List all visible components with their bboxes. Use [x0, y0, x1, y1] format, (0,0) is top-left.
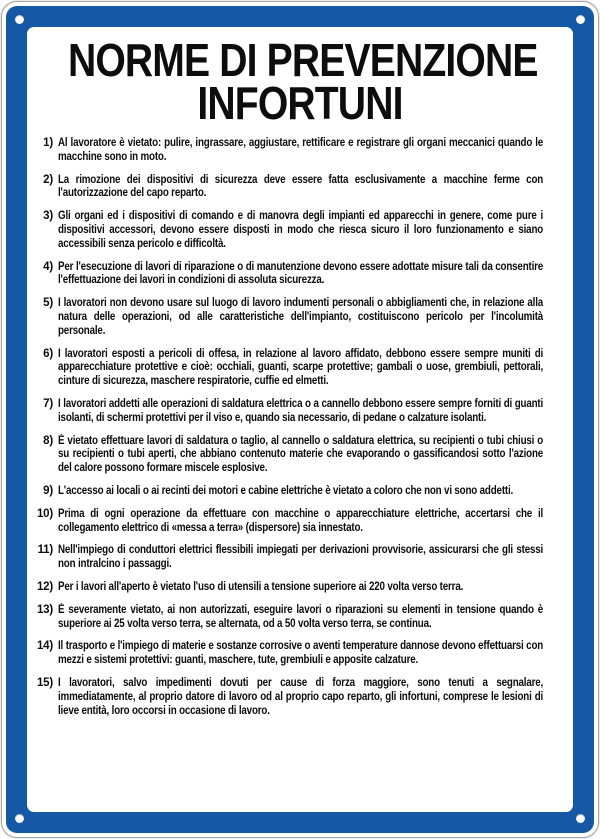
- mounting-hole-bottom-left: [15, 814, 24, 823]
- rule-text: L'accesso ai locali o ai recinti dei motori e cabine elettriche è vietato a coloro che non vi sono addetti.: [58, 484, 514, 497]
- safety-sign-plate: [1, 1, 599, 838]
- rule-item-3: [36, 210, 543, 251]
- rules-list: [36, 137, 543, 727]
- sign-content-area: [27, 27, 573, 812]
- rule-number: 11): [37, 544, 53, 557]
- rule-text: I lavoratori addetti alle operazioni di saldatura elettrica o a cannello debbono essere sempre forniti di guanti isolanti, di schermi protettivi per il viso e, quando sia necessario, di pedane o calzature isolanti.: [58, 397, 544, 424]
- rule-text: Prima di ogni operazione da effettuare con macchine o apparecchiature elettriche, accertarsi che il collegamento elettrico di «messa a terra» (dispersore) sia innestato.: [58, 507, 544, 534]
- rule-number: 8): [43, 434, 53, 447]
- rule-number: 10): [36, 507, 53, 520]
- rule-item-6: [36, 348, 543, 389]
- rule-text: I lavoratori non devono usare sul luogo di lavoro indumenti personali o abbigliamenti che, in relazione alla natura delle operazioni, od alle caratteristiche dell'impianto, costituiscono pericolo per l'incolumità personale.: [58, 297, 544, 337]
- rule-number: 6): [43, 347, 53, 360]
- rule-number: 4): [43, 260, 53, 273]
- sign-title-line-2: INFORTUNI: [197, 77, 403, 129]
- rule-item-4: [36, 261, 543, 289]
- rule-item-11: [36, 544, 543, 572]
- rule-item-12: [36, 581, 543, 595]
- rule-text: I lavoratori esposti a pericoli di offesa, in relazione al lavoro affidato, debbono essere sempre muniti di apparecchiature protettive e cioè: occhiali, guanti, scarpe protettive; gambali o uose, grembiuli, pettorali, cinture di sicurezza, maschere respiratorie, cuffie ed elmetti.: [58, 347, 544, 388]
- mounting-hole-top-right: [576, 15, 585, 24]
- rule-item-8: [36, 435, 543, 476]
- mounting-hole-top-left: [15, 15, 24, 24]
- rule-number: 13): [36, 603, 53, 616]
- rule-number: 9): [43, 484, 53, 497]
- rule-number: 15): [36, 676, 53, 689]
- rule-text: Per l'esecuzione di lavori di riparazione o di manutenzione devono essere adottate misure tali da consentire l'effettuazione dei lavori in condizioni di assoluta sicurezza.: [58, 260, 544, 287]
- rule-text: La rimozione dei dispositivi di sicurezza deve essere fatta esclusivamente a macchine ferme con l'autorizzazione del capo reparto.: [58, 173, 544, 200]
- rule-item-15: [36, 677, 543, 718]
- rule-text: I lavoratori, salvo impedimenti dovuti per cause di forza maggiore, sono tenuti a segnalare, immediatamente, al proprio datore di lavoro od al proprio capo reparto, gli infortuni, comprese le lesioni di lieve entità, loro occorsi in occasione di lavoro.: [58, 676, 544, 717]
- rule-text: Al lavoratore è vietato: pulire, ingrassare, aggiustare, rettificare e registrare gli organi meccanici quando le macchine sono in moto.: [58, 137, 544, 163]
- rule-text: Gli organi ed i dispositivi di comando e di manovra degli impianti ed apparecchi in genere, come pure i dispositivi accessori, devono essere disposti in modo che riesca sicuro il loro funzionamento e siano accessibili senza pericolo e difficoltà.: [58, 210, 544, 250]
- rule-number: 7): [43, 397, 53, 410]
- rule-text: È vietato effettuare lavori di saldatura o taglio, al cannello o saldatura elettrica, su recipienti o tubi chiusi o su recipienti o tubi aperti, che abbiano contenuto materie che evaporando o gassificandosi sotto l'azione del calore possono formare miscele esplosive.: [58, 434, 544, 475]
- rule-text: Per i lavori all'aperto è vietato l'uso di utensili a tensione superiore ai 220 volta verso terra.: [58, 580, 464, 593]
- rule-number: 14): [36, 640, 53, 653]
- sign-title-line-1: NORME DI PREVENZIONE: [67, 34, 538, 86]
- rule-number: 1): [43, 137, 53, 149]
- rule-number: 5): [43, 297, 53, 310]
- sign-title: [67, 34, 538, 129]
- rule-number: 2): [43, 173, 53, 186]
- rule-item-2: [36, 174, 543, 202]
- rule-text: È severamente vietato, ai non autorizzati, eseguire lavori o riparazioni su elementi in tensione quando è superiore ai 25 volta verso terra, se alternata, od a 50 volta verso terra, se continua.: [58, 603, 544, 630]
- rule-item-10: [36, 508, 543, 536]
- mounting-hole-bottom-right: [576, 814, 585, 823]
- rule-item-13: [36, 604, 543, 632]
- rule-item-5: [36, 297, 543, 338]
- rule-item-14: [36, 640, 543, 668]
- rule-number: 12): [36, 580, 53, 593]
- rule-text: Il trasporto e l'impiego di materie e sostanze corrosive o aventi temperature dannose devono effettuarsi con mezzi e sistemi protettivi: guanti, maschere, tute, grembiuli e apposite calzature.: [58, 640, 544, 667]
- rule-number: 3): [43, 210, 53, 223]
- rule-item-1: [36, 137, 543, 165]
- sign-blue-border: [6, 6, 594, 833]
- rule-item-7: [36, 398, 543, 426]
- rule-item-9: [36, 485, 543, 499]
- rule-text: Nell'impiego di conduttori elettrici flessibili impiegati per derivazioni provvisorie, assicurarsi che gli stessi non intralcino i passaggi.: [58, 544, 544, 571]
